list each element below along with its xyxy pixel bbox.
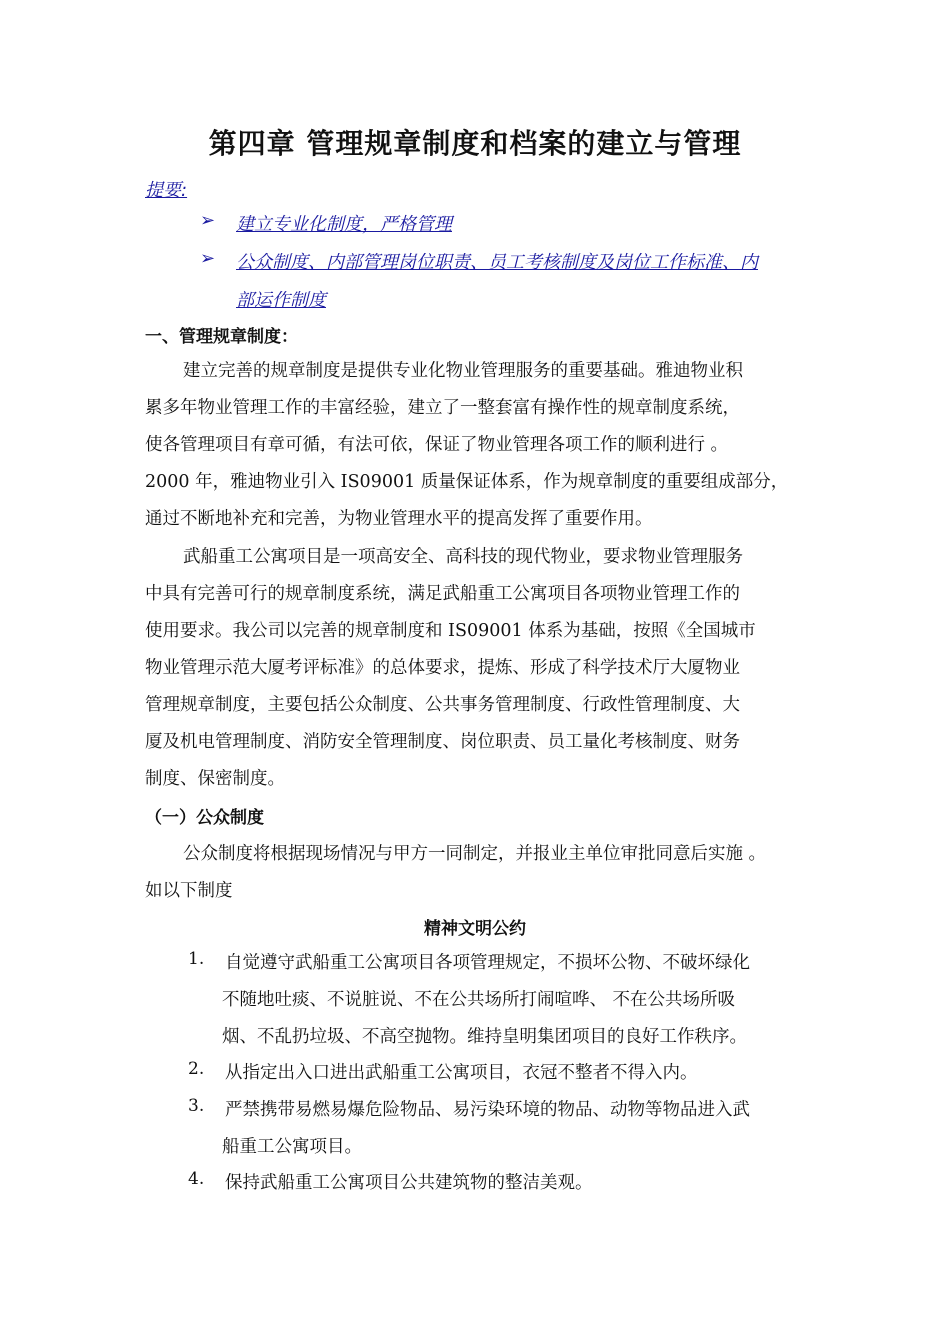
subsection-heading: （一）公众制度 <box>145 808 264 828</box>
paragraph-line: 累多年物业管理工作的丰富经验，建立了一整套富有操作性的规章制度系统， <box>145 398 740 418</box>
list-number: 2. <box>188 1059 205 1079</box>
paragraph-line: 建立完善的规章制度是提供专业化物业管理服务的重要基础。雅迪物业积 <box>183 361 743 381</box>
paragraph-line: 制度、保密制度。 <box>145 769 285 789</box>
list-item <box>0 949 950 1059</box>
section-heading: 一、管理规章制度： <box>145 327 298 347</box>
list-item <box>0 1169 950 1203</box>
list-item-text: 烟、不乱扔垃圾、不高空抛物。维持皇明集团项目的良好工作秩序。 <box>222 1027 747 1047</box>
paragraph-line: 使用要求。我公司以完善的规章制度和 IS09001 体系为基础，按照《全国城市 <box>145 621 756 641</box>
paragraph-line: 2000 年，雅迪物业引入 IS09001 质量保证体系，作为规章制度的重要组成部分， <box>145 472 789 492</box>
summary-bullet-2 <box>0 248 950 318</box>
list-item <box>0 1059 950 1093</box>
list-item <box>0 1096 950 1168</box>
paragraph-line: 管理规章制度，主要包括公众制度、公共事务管理制度、行政性管理制度、大 <box>145 695 740 715</box>
list-item-text: 不随地吐痰、不说脏说、不在公共场所打闹喧哗、 不在公共场所吸 <box>222 990 736 1010</box>
summary-bullet-1 <box>0 210 950 244</box>
list-item-text: 自觉遵守武船重工公寓项目各项管理规定，不损坏公物、不破坏绿化 <box>225 953 750 973</box>
convention-title: 精神文明公约 <box>424 919 526 939</box>
paragraph-line: 如以下制度 <box>145 881 233 901</box>
arrow-bullet-icon: ➢ <box>200 210 216 231</box>
summary-bullet-text-cont: 部运作制度 <box>236 290 326 311</box>
paragraph-line: 公众制度将根据现场情况与甲方一同制定，并报业主单位审批同意后实施 。 <box>183 844 767 864</box>
summary-label: 提要: <box>145 180 188 201</box>
paragraph-line: 中具有完善可行的规章制度系统，满足武船重工公寓项目各项物业管理工作的 <box>145 584 740 604</box>
list-item-text: 严禁携带易燃易爆危险物品、易污染环境的物品、动物等物品进入武 <box>225 1100 750 1120</box>
arrow-bullet-icon: ➢ <box>200 248 216 269</box>
summary-bullet-text: 建立专业化制度，严格管理 <box>236 214 452 235</box>
list-item-text: 保持武船重工公寓项目公共建筑物的整洁美观。 <box>225 1173 593 1193</box>
summary-bullet-text: 公众制度、内部管理岗位职责、员工考核制度及岗位工作标准、内 <box>236 252 758 273</box>
paragraph-line: 使各管理项目有章可循，有法可依，保证了物业管理各项工作的顺利进行 。 <box>145 435 729 455</box>
list-number: 1. <box>188 949 205 969</box>
paragraph-line: 厦及机电管理制度、消防安全管理制度、岗位职责、员工量化考核制度、财务 <box>145 732 740 752</box>
list-number: 4. <box>188 1169 205 1189</box>
paragraph-line: 物业管理示范大厦考评标准》的总体要求，提炼、形成了科学技术厅大厦物业 <box>145 658 740 678</box>
list-number: 3. <box>188 1096 205 1116</box>
list-item-text: 船重工公寓项目。 <box>222 1137 362 1157</box>
page-title: 第四章 管理规章制度和档案的建立与管理 <box>208 127 742 160</box>
list-item-text: 从指定出入口进出武船重工公寓项目，衣冠不整者不得入内。 <box>225 1063 698 1083</box>
paragraph-line: 通过不断地补充和完善，为物业管理水平的提高发挥了重要作用。 <box>145 509 653 529</box>
paragraph-line: 武船重工公寓项目是一项高安全、高科技的现代物业，要求物业管理服务 <box>183 547 743 567</box>
